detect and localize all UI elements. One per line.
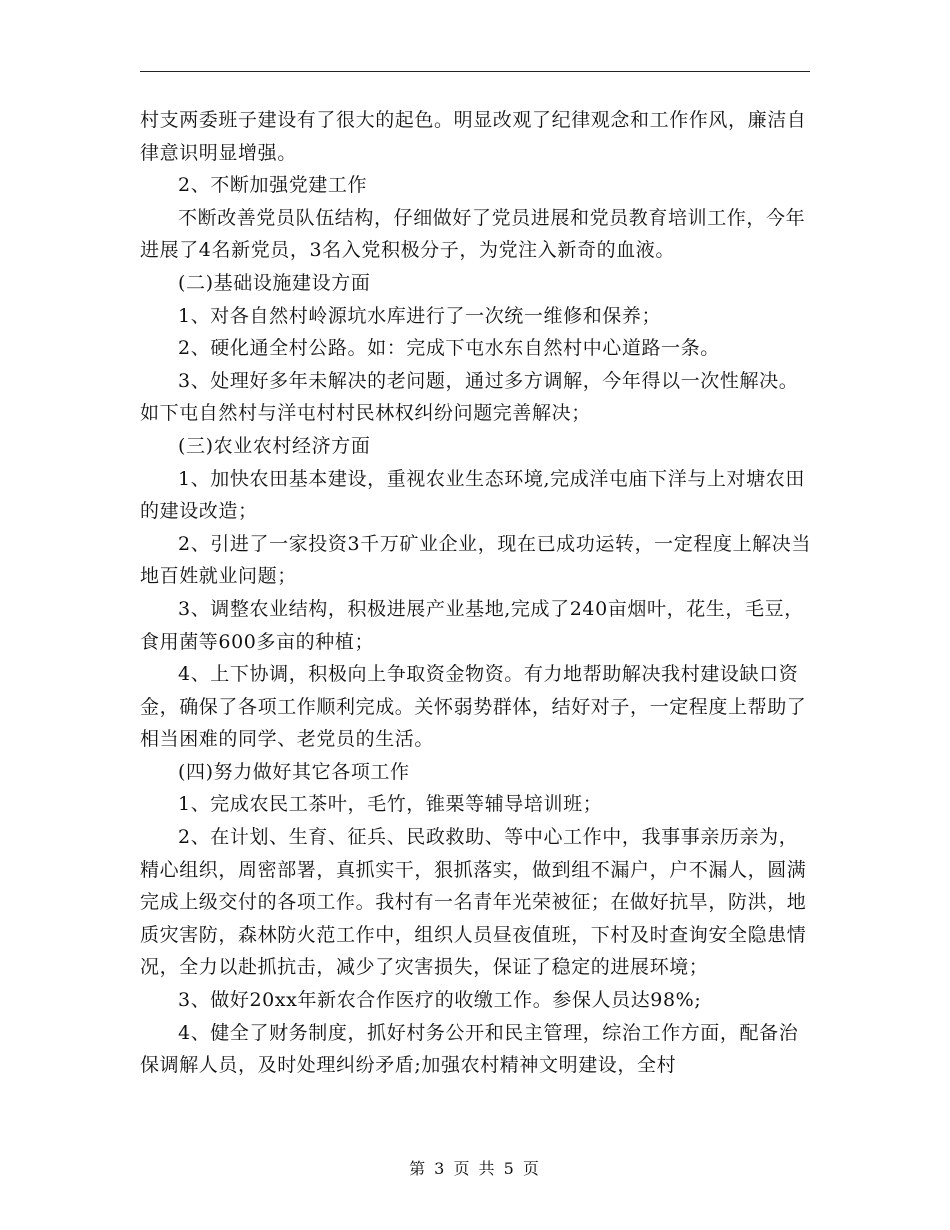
paragraph: 2、在计划、生育、征兵、民政救助、等中心工作中，我事事亲历亲为，精心组织，周密部署，真抓实干，狠抓落实，做到组不漏户，户不漏人，圆满完成上级交付的各项工作。我村有一名青年光荣被征；在做好抗旱，防洪，地质灾害防，森林防火范工作中，组织人员昼夜值班，下村及时查询安全隐患情况，全力以赴抓抗击，减少了灾害损失，保证了稳定的进展环境； <box>140 826 807 979</box>
paragraph: 2、不断加强党建工作 <box>178 174 368 197</box>
paragraph: 不断改善党员队伍结构，仔细做好了党员进展和党员教育培训工作，今年进展了4名新党员，3名入党积极分子，为党注入新奇的血液。 <box>140 206 806 262</box>
paragraph: 3、做好20xx年新农合作医疗的收缴工作。参保人员达98%; <box>178 989 702 1012</box>
page-footer: 第 3 页 共 5 页 <box>409 1159 541 1178</box>
paragraph: 3、调整农业结构，积极进展产业基地,完成了240亩烟叶，花生，毛豆，食用菌等600多亩的种植； <box>140 597 804 653</box>
paragraph: 1、对各自然村岭源坑水库进行了一次统一维修和保养； <box>178 304 662 327</box>
paragraph: 1、完成农民工茶叶，毛竹，锥栗等辅导培训班； <box>178 793 603 816</box>
paragraph: 2、硬化通全村公路。如：完成下屯水东自然村中心道路一条。 <box>178 337 720 360</box>
paragraph: (三)农业农村经济方面 <box>178 434 371 457</box>
paragraph: 4、健全了财务制度，抓好村务公开和民主管理，综治工作方面，配备治保调解人员，及时处理纠纷矛盾;加强农村精神文明建设，全村 <box>140 1021 799 1077</box>
paragraph: 3、处理好多年未解决的老问题，通过多方调解，今年得以一次性解决。如下屯自然村与洋屯村村民林权纠纷问题完善解决； <box>140 369 799 425</box>
paragraph: (二)基础设施建设方面 <box>178 271 371 294</box>
document-body <box>140 104 812 1082</box>
paragraph: (四)努力做好其它各项工作 <box>178 760 410 783</box>
paragraph: 1、加快农田基本建设，重视农业生态环境,完成洋屯庙下洋与上对塘农田的建设改造； <box>140 467 805 523</box>
header-rule <box>140 71 810 72</box>
paragraph: 村支两委班子建设有了很大的起色。明显改观了纪律观念和工作作风，廉洁自律意识明显增强。 <box>140 109 807 164</box>
paragraph: 4、上下协调，积极向上争取资金物资。有力地帮助解决我村建设缺口资金，确保了各项工作顺利完成。关怀弱势群体，结好对子，一定程度上帮助了相当困难的同学、老党员的生活。 <box>140 663 807 751</box>
paragraph: 2、引进了一家投资3千万矿业企业，现在已成功运转，一定程度上解决当地百姓就业问题； <box>140 532 811 588</box>
